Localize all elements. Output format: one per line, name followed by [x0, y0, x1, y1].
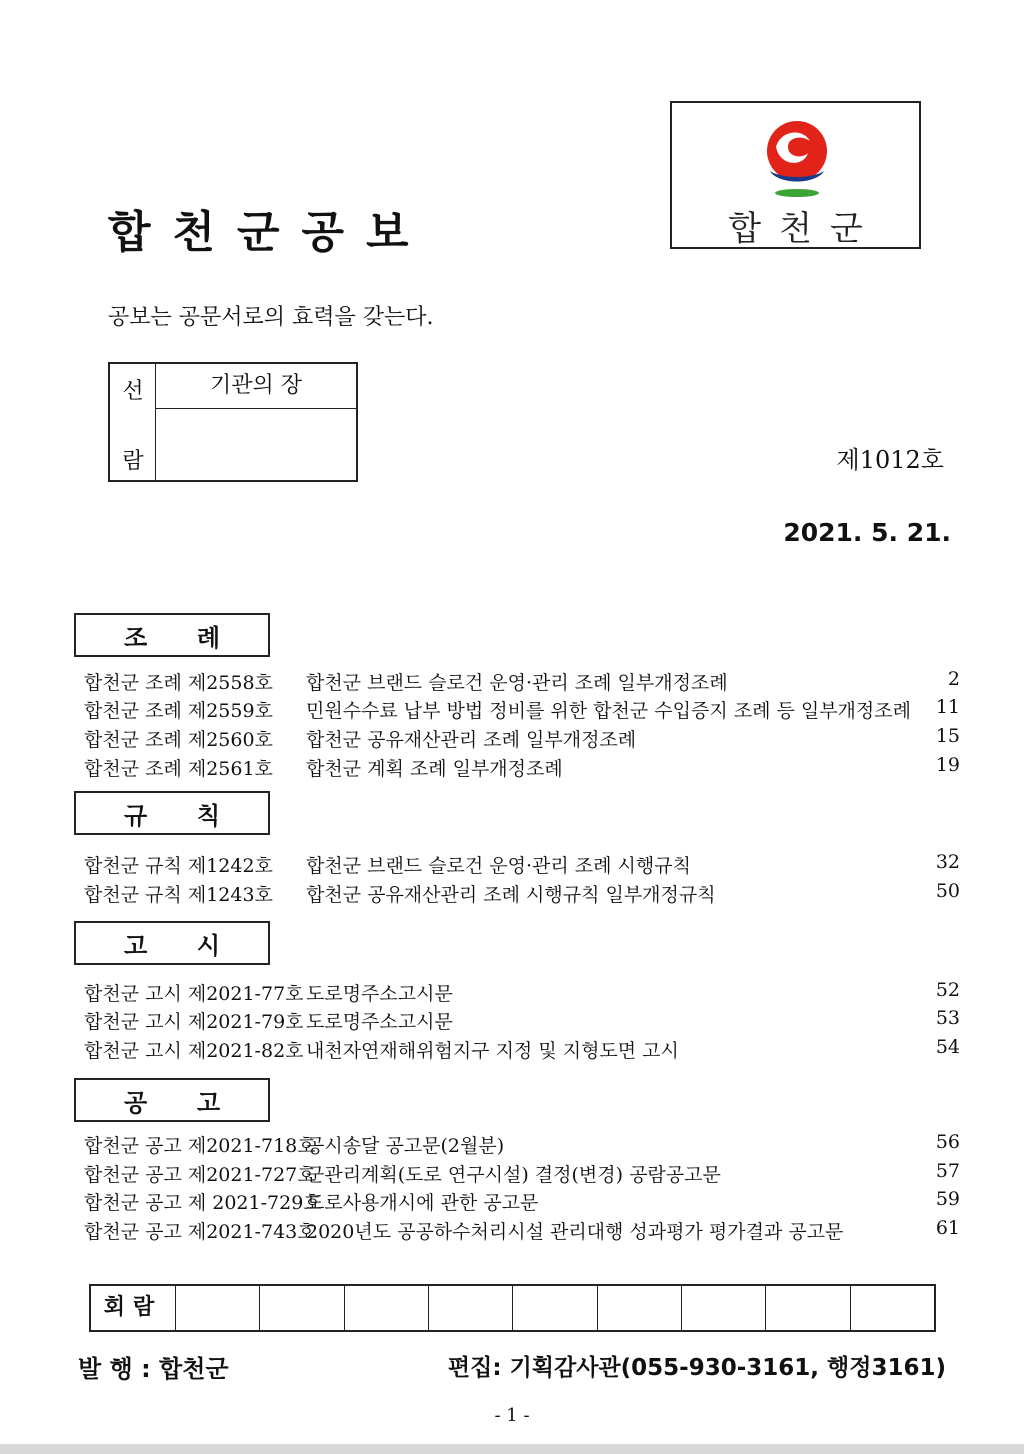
list-item [84, 668, 960, 697]
entry-title: 2020년도 공공하수처리시설 관리대행 성과평가 평가결과 공고문 [306, 1221, 844, 1243]
entry-code: 합천군 공고 제2021-718호 [84, 1135, 316, 1157]
entry-page: 54 [935, 1036, 960, 1058]
entry-code: 합천군 조례 제2560호 [84, 729, 273, 751]
entry-page: 15 [935, 725, 960, 747]
entry-page: 11 [935, 696, 960, 718]
entry-page: 2 [947, 668, 960, 690]
list-item [84, 1131, 960, 1160]
entry-code: 합천군 공고 제 2021-729호 [84, 1192, 322, 1214]
entry-code: 합천군 조례 제2561호 [84, 758, 273, 780]
review-label-bottom: 람 [122, 449, 144, 474]
entry-code: 합천군 규칙 제1242호 [84, 855, 273, 877]
page-number: - 1 - [494, 1405, 530, 1426]
list-item [84, 1188, 960, 1217]
entry-code: 합천군 고시 제2021-82호 [84, 1040, 304, 1062]
section-rule-title-a: 규 [124, 801, 148, 830]
circulation-cell [682, 1286, 766, 1330]
entry-title: 군관리계획(도로 연구시설) 결정(변경) 공람공고문 [306, 1164, 721, 1186]
section-announcement-title-b: 고 [196, 1088, 220, 1117]
issue-date: 2021. 5. 21. [783, 518, 951, 547]
circulation-cell [851, 1286, 934, 1330]
list-item [84, 1007, 960, 1036]
entry-title: 내천자연재해위험지구 지정 및 지형도면 고시 [306, 1040, 679, 1062]
circulation-cell [176, 1286, 260, 1330]
entry-code: 합천군 공고 제2021-727호 [84, 1164, 316, 1186]
logo-text: 합천군 [728, 209, 881, 249]
list-item [84, 725, 960, 754]
entry-code: 합천군 조례 제2558호 [84, 672, 273, 694]
section-ordinance-title-a: 조 [124, 623, 148, 652]
entry-title: 민원수수료 납부 방법 정비를 위한 합천군 수입증지 조례 등 일부개정조례 [306, 700, 911, 722]
entry-code: 합천군 규칙 제1243호 [84, 884, 273, 906]
entry-code: 합천군 고시 제2021-79호 [84, 1011, 304, 1033]
entry-page: 32 [935, 851, 960, 873]
section-notice-heading [74, 921, 270, 965]
circulation-cell [260, 1286, 344, 1330]
page-title: 합천군공보 [108, 207, 431, 258]
county-emblem-icon [758, 113, 836, 203]
entry-page: 57 [935, 1160, 960, 1182]
review-box-label-column [110, 364, 156, 480]
list-item [84, 1036, 960, 1065]
review-box [108, 362, 358, 482]
entry-page: 59 [935, 1188, 960, 1210]
list-item [84, 1160, 960, 1189]
entry-page: 56 [935, 1131, 960, 1153]
section-ordinance-title-b: 례 [196, 623, 220, 652]
entry-title: 공시송달 공고문(2월분) [306, 1135, 505, 1157]
entry-code: 합천군 고시 제2021-77호 [84, 983, 304, 1005]
circulation-cell [345, 1286, 429, 1330]
list-item [84, 851, 960, 880]
section-notice-title-a: 고 [124, 931, 148, 960]
circulation-cell [513, 1286, 597, 1330]
review-label-top: 선 [122, 379, 144, 404]
publisher: 발 행 : 합천군 [78, 1355, 229, 1383]
entry-title: 합천군 공유재산관리 조례 시행규칙 일부개정규칙 [306, 884, 716, 906]
entry-title: 합천군 브랜드 슬로건 운영·관리 조례 일부개정조례 [306, 672, 728, 694]
list-item [84, 880, 960, 909]
entry-page: 61 [935, 1217, 960, 1239]
section-notice-title-b: 시 [196, 931, 220, 960]
section-ordinance-heading [74, 613, 270, 657]
editor-contact: 편집: 기획감사관(055-930-3161, 행정3161) [447, 1355, 946, 1381]
list-item [84, 1217, 960, 1246]
circulation-cell [429, 1286, 513, 1330]
entry-title: 도로사용개시에 관한 공고문 [306, 1192, 539, 1214]
entry-code: 합천군 공고 제2021-743호 [84, 1221, 316, 1243]
entry-page: 52 [935, 979, 960, 1001]
county-logo [670, 101, 921, 249]
entry-title: 도로명주소고시문 [306, 983, 453, 1005]
entry-title: 합천군 계획 조례 일부개정조례 [306, 758, 563, 780]
section-rule-heading [74, 791, 270, 835]
circulation-cell [598, 1286, 682, 1330]
entry-title: 합천군 브랜드 슬로건 운영·관리 조례 시행규칙 [306, 855, 691, 877]
list-item [84, 754, 960, 783]
list-item [84, 979, 960, 1008]
section-announcement-heading [74, 1078, 270, 1122]
circulation-label: 회람 [91, 1286, 176, 1330]
section-announcement-title-a: 공 [124, 1088, 148, 1117]
entry-code: 합천군 조례 제2559호 [84, 700, 273, 722]
issue-number: 제1012호 [836, 446, 944, 474]
entry-page: 53 [935, 1007, 960, 1029]
viewer-bottom-bar [0, 1444, 1024, 1454]
entry-page: 19 [935, 754, 960, 776]
list-item [84, 696, 960, 725]
review-box-header: 기관의 장 [156, 364, 356, 409]
section-rule-title-b: 칙 [196, 801, 220, 830]
entry-title: 도로명주소고시문 [306, 1011, 453, 1033]
circulation-cell [766, 1286, 850, 1330]
legal-notice: 공보는 공문서로의 효력을 갖는다. [108, 305, 434, 330]
entry-page: 50 [935, 880, 960, 902]
circulation-table [89, 1284, 936, 1332]
entry-title: 합천군 공유재산관리 조례 일부개정조례 [306, 729, 637, 751]
